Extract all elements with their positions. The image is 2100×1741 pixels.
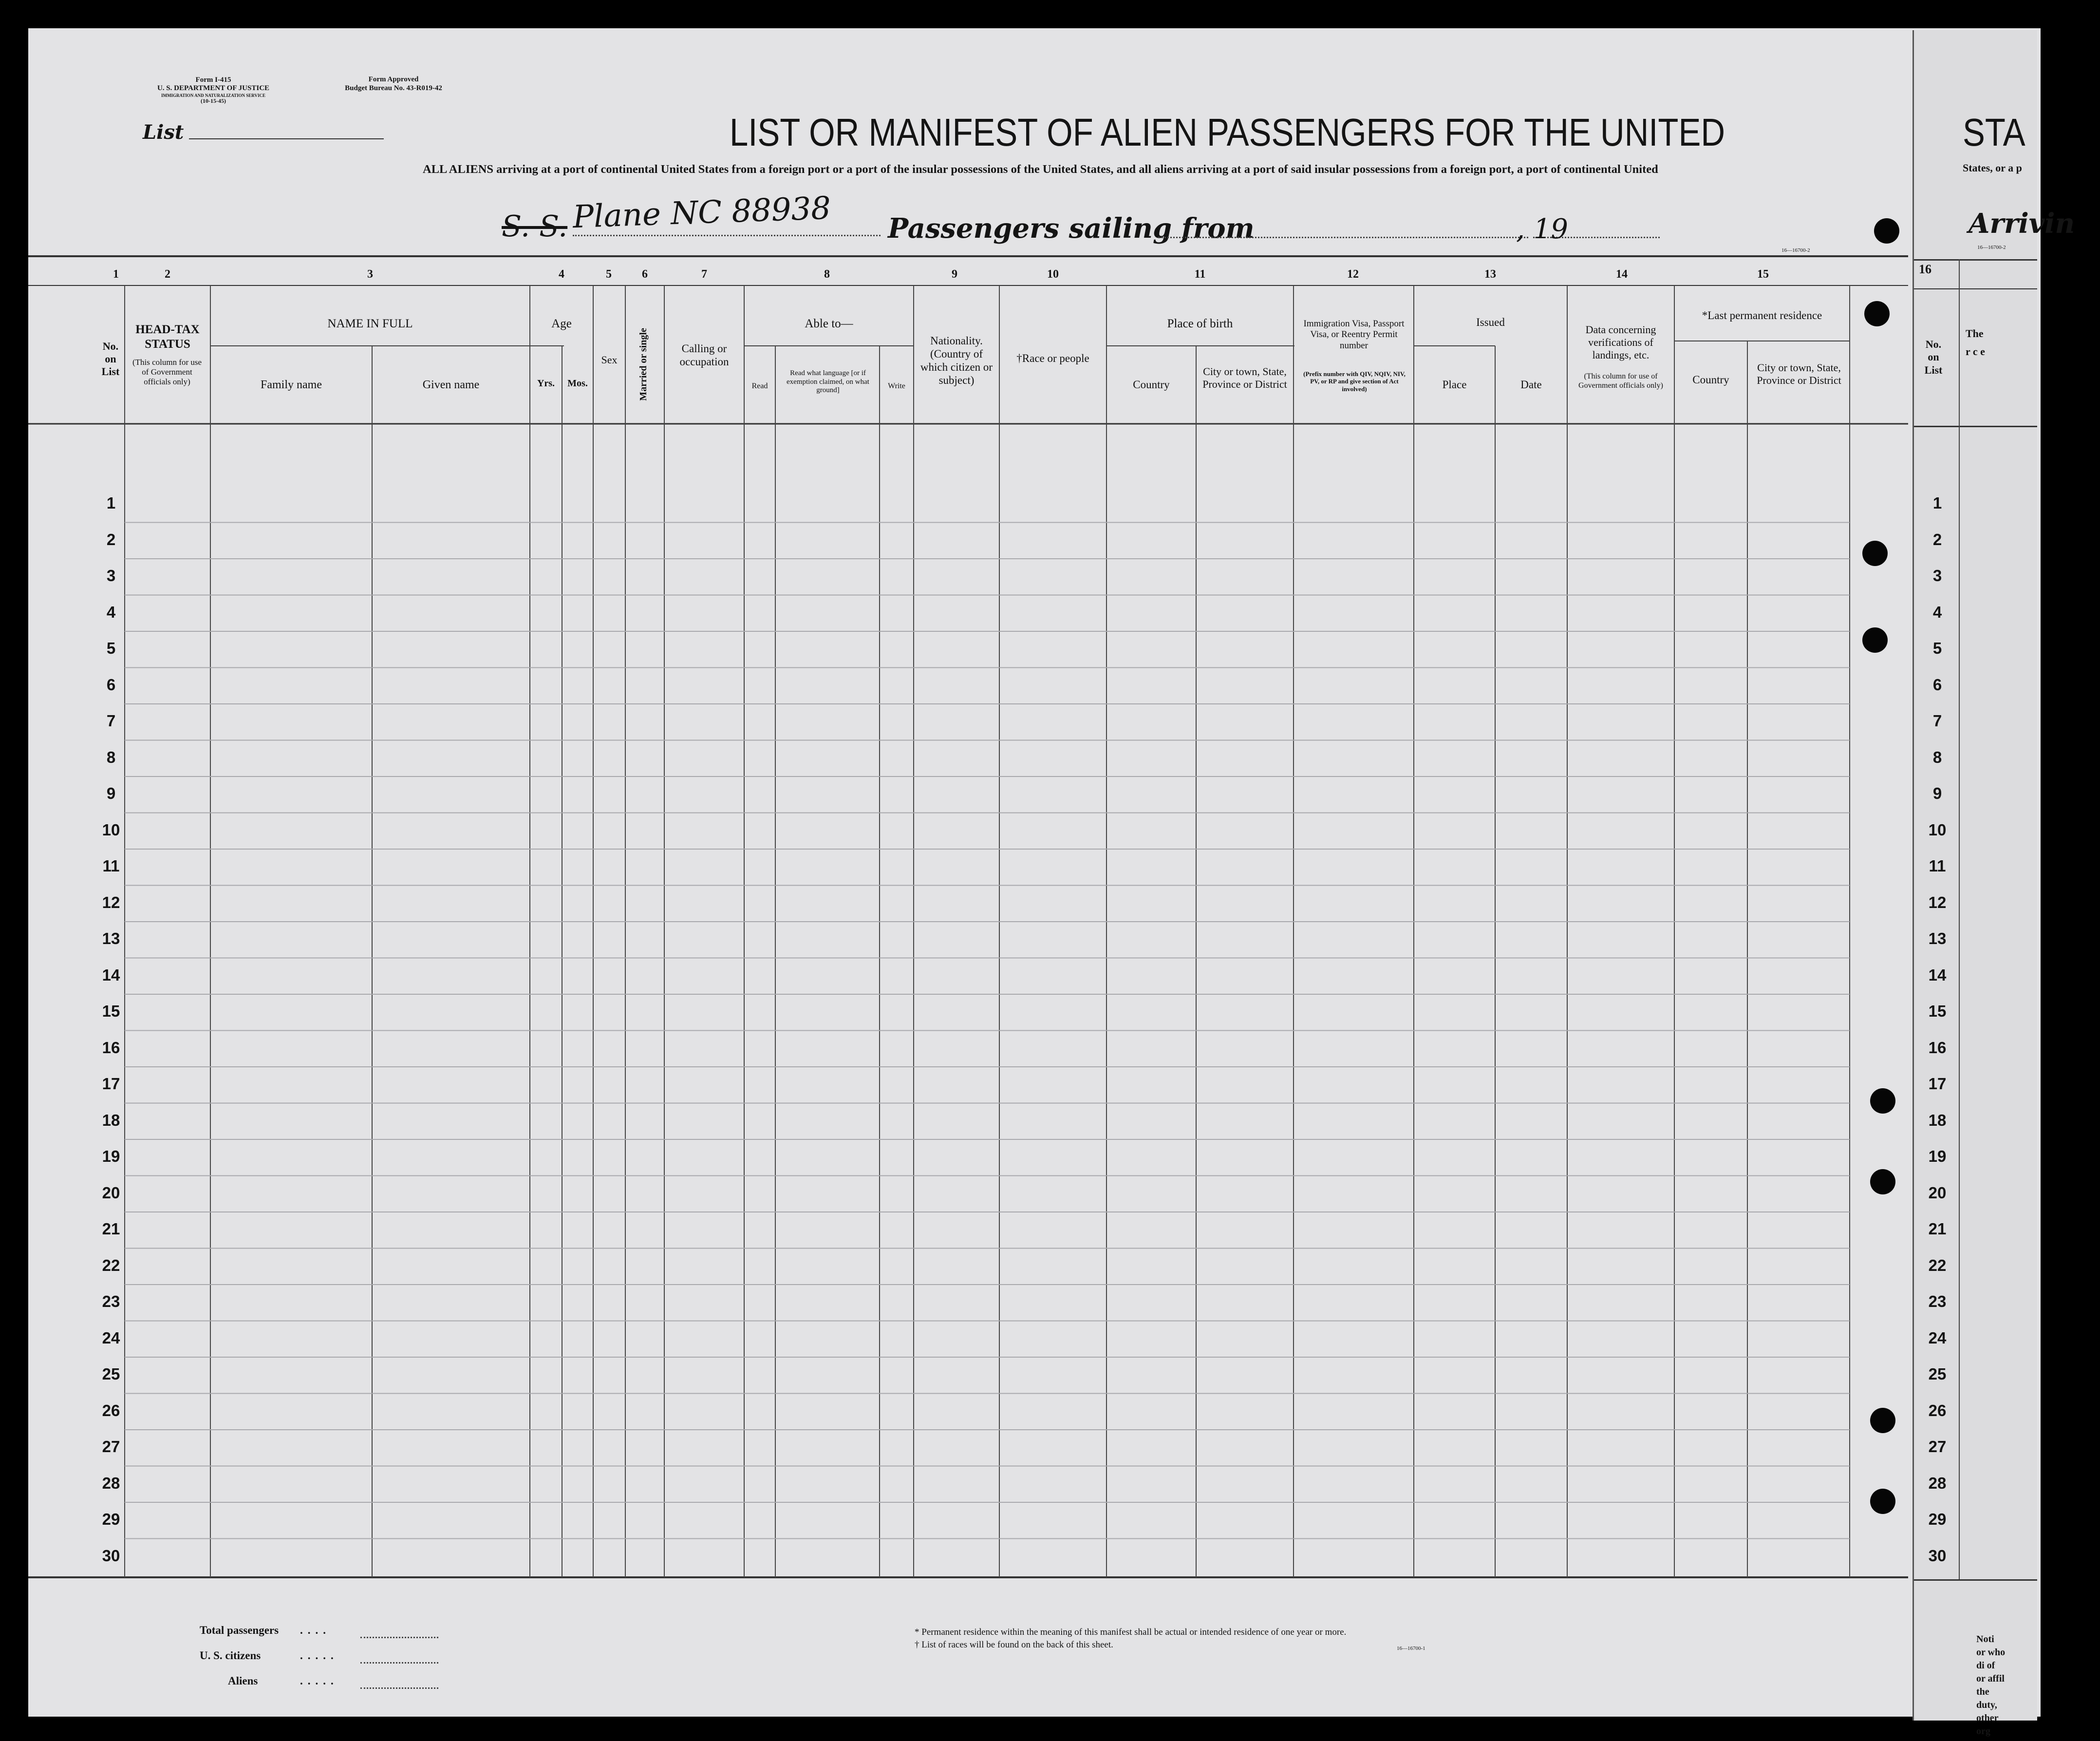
aliens-label: Aliens — [228, 1675, 258, 1687]
row-number: 25 — [102, 1365, 120, 1383]
row-number: 22 — [102, 1256, 120, 1274]
col-num-2: 2 — [165, 268, 170, 281]
total-passengers-field[interactable] — [360, 1637, 438, 1638]
city-header: City or town, State, Province or District — [1202, 365, 1287, 390]
total-dots: .... — [300, 1624, 331, 1636]
visa-header: Immigration Visa, Passport Visa, or Reentry Permit number — [1303, 319, 1405, 351]
punch-hole — [1870, 1489, 1895, 1514]
col-num-9: 9 — [952, 268, 957, 281]
right-notice: Noti or who di of or affil the duty, other org — [1976, 1634, 2006, 1737]
aliens-dots: ..... — [300, 1675, 338, 1687]
punch-hole — [1862, 541, 1888, 566]
col-num-10: 10 — [1047, 268, 1059, 281]
read-header: Read — [751, 382, 768, 390]
residence-city-header: City or town, State, Province or District — [1757, 361, 1841, 386]
row-number: 5 — [106, 639, 116, 657]
place-of-birth-header: Place of birth — [1167, 317, 1233, 330]
col-num-7: 7 — [701, 268, 707, 281]
row-number: 27 — [102, 1438, 120, 1456]
last-residence-header: *Last permanent residence — [1702, 309, 1822, 322]
col-num-6: 6 — [642, 268, 648, 281]
col-num-1: 1 — [113, 268, 119, 281]
right-col-num: 16 — [1919, 262, 1931, 276]
calling-header: Calling or occupation — [679, 342, 729, 368]
right-row-number: 7 — [1932, 712, 1942, 730]
given-name-header: Given name — [422, 378, 480, 391]
data-concerning-header: Data concerning verifications of landings, etc. — [1585, 323, 1656, 361]
row-number: 26 — [102, 1401, 120, 1419]
punch-hole — [1870, 1408, 1895, 1433]
visa-note: (Prefix number with QIV, NQIV, NIV, PV, or RP and give section of Act involved) — [1303, 370, 1406, 393]
right-rule-bottom — [1914, 1579, 2037, 1581]
right-row-number: 27 — [1928, 1438, 1947, 1456]
right-subtitle-fragment: States, or a p — [1963, 162, 2022, 174]
right-row-number: 25 — [1928, 1365, 1947, 1383]
row-number: 10 — [102, 820, 120, 839]
family-name-header: Family name — [261, 378, 322, 391]
aliens-field[interactable] — [360, 1687, 438, 1689]
row-number: 17 — [102, 1075, 120, 1093]
right-code: 16—16700-2 — [1977, 245, 2006, 250]
budget-number: Budget Bureau No. 43-R019-42 — [345, 84, 442, 92]
footnote-residence: * Permanent residence within the meaning of this manifest shall be actual or intended residence of one year or more. — [915, 1627, 1347, 1637]
row-number: 1 — [106, 494, 116, 512]
right-row-number: 22 — [1928, 1256, 1947, 1274]
manifest-grid — [28, 28, 1918, 1636]
row-number: 18 — [102, 1111, 120, 1129]
row-number: 30 — [102, 1546, 120, 1565]
right-row-number: 3 — [1932, 567, 1942, 585]
race-header: †Race or people — [1016, 352, 1089, 364]
right-row-number: 9 — [1932, 784, 1942, 802]
sailing-label: Passengers sailing from — [888, 212, 1255, 245]
mos-header: Mos. — [567, 378, 588, 389]
row-number: 21 — [102, 1220, 120, 1238]
punch-hole — [1862, 627, 1888, 653]
age-header: Age — [551, 317, 572, 330]
right-row-number: 21 — [1928, 1220, 1947, 1238]
right-row-number: 28 — [1928, 1474, 1947, 1492]
row-number: 11 — [102, 857, 120, 875]
col-num-8: 8 — [824, 268, 830, 281]
name-in-full-header: NAME IN FULL — [327, 317, 413, 330]
punch-hole — [1864, 301, 1890, 326]
row-number: 12 — [102, 893, 120, 911]
vessel-name[interactable]: Plane NC 88938 — [572, 190, 832, 236]
nationality-header: Nationality. (Country of which citizen or subject) — [920, 335, 993, 387]
punch-hole — [1870, 1169, 1895, 1194]
total-passengers-label: Total passengers — [200, 1624, 279, 1636]
form-number: Form I-415 — [195, 76, 231, 84]
head-tax-header: HEAD-TAX STATUS — [135, 323, 200, 351]
right-row-number: 2 — [1932, 530, 1942, 549]
right-row-number: 23 — [1928, 1292, 1947, 1310]
row-number: 13 — [102, 929, 120, 947]
row-number: 9 — [106, 784, 116, 802]
form-date: (10-15-45) — [201, 97, 226, 104]
row-number: 14 — [102, 965, 120, 984]
row-number: 2 — [106, 530, 116, 549]
row-number: 20 — [102, 1183, 120, 1202]
right-row-number: 15 — [1928, 1002, 1947, 1020]
us-citizens-label: U. S. citizens — [200, 1649, 261, 1662]
row-number: 4 — [106, 603, 116, 621]
row-number: 19 — [102, 1147, 120, 1165]
place-header: Place — [1442, 378, 1467, 391]
col-num-14: 14 — [1616, 268, 1628, 281]
right-row-number: 1 — [1932, 494, 1942, 512]
row-number: 3 — [106, 567, 116, 585]
col-num-15: 15 — [1757, 268, 1769, 281]
right-arriving: Arrivin — [1969, 208, 2075, 240]
right-row-number: 11 — [1929, 857, 1946, 875]
punch-hole — [1874, 218, 1899, 244]
right-row-number: 6 — [1932, 675, 1942, 694]
right-row-number: 29 — [1928, 1510, 1947, 1528]
no-on-list-header: No. on List — [101, 340, 120, 378]
right-row-number: 26 — [1928, 1401, 1947, 1419]
approval-text: Form Approved — [368, 76, 419, 83]
us-citizens-field[interactable] — [360, 1662, 438, 1664]
right-row-number: 24 — [1928, 1328, 1947, 1347]
row-number: 8 — [106, 748, 116, 766]
col-num-13: 13 — [1484, 268, 1496, 281]
row-number: 16 — [102, 1038, 120, 1057]
right-row-number: 16 — [1928, 1038, 1947, 1057]
right-row-number: 20 — [1928, 1183, 1947, 1202]
right-col-fragment: The r c e — [1966, 327, 1985, 358]
right-row-number: 10 — [1928, 820, 1947, 839]
right-row-number: 17 — [1928, 1075, 1947, 1093]
footer-code: 16—16700-1 — [1397, 1646, 1425, 1651]
list-label: List — [143, 121, 184, 144]
right-row-number: 4 — [1932, 603, 1942, 621]
right-row-number: 5 — [1932, 639, 1942, 657]
punch-hole — [1870, 1088, 1895, 1114]
right-col-line — [1959, 259, 1960, 1579]
issued-header: Issued — [1476, 316, 1505, 328]
head-tax-note: (This column for use of Government officials only) — [132, 358, 202, 387]
vessel-prefix: S. S. — [502, 209, 568, 244]
col-num-5: 5 — [606, 268, 612, 281]
right-row-number: 30 — [1928, 1546, 1947, 1565]
country-header: Country — [1133, 378, 1170, 391]
married-header: Married or single — [638, 328, 649, 401]
page-subtitle: ALL ALIENS arriving at a port of continental United States from a foreign port or a port of the insular possessions of the United States, and all aliens arriving at a port of said insular possessions from a foreign port, a port of continental United — [423, 163, 1658, 176]
able-to-header: Able to— — [805, 317, 853, 330]
data-concerning-note: (This column for use of Government officials only) — [1578, 372, 1663, 390]
date-header: Date — [1520, 378, 1542, 391]
right-row-number: 12 — [1928, 893, 1947, 911]
col-num-3: 3 — [367, 268, 373, 281]
right-row-number: 19 — [1928, 1147, 1947, 1165]
right-rule-2 — [1914, 288, 2037, 289]
row-number: 24 — [102, 1328, 120, 1347]
yrs-header: Yrs. — [537, 378, 555, 389]
right-no-on-list: No. on List — [1924, 338, 1943, 376]
footnote-races: † List of races will be found on the back of this sheet. — [915, 1640, 1113, 1650]
right-row-number: 13 — [1928, 929, 1947, 947]
print-code: 16—16700-2 — [1781, 247, 1810, 253]
row-number: 28 — [102, 1474, 120, 1492]
row-number: 23 — [102, 1292, 120, 1310]
right-row-number: 18 — [1928, 1111, 1947, 1129]
department: U. S. DEPARTMENT OF JUSTICE — [157, 84, 270, 93]
row-number: 29 — [102, 1510, 120, 1528]
year-prefix: , 19 — [1516, 213, 1568, 245]
row-number: 6 — [106, 675, 116, 694]
right-title-fragment: STA — [1963, 111, 2025, 154]
adjoining-page — [1912, 30, 2075, 1737]
col-num-4: 4 — [559, 268, 564, 281]
service: IMMIGRATION AND NATURALIZATION SERVICE — [161, 93, 265, 98]
right-row-number: 14 — [1928, 965, 1947, 984]
right-row-number: 8 — [1932, 748, 1942, 766]
col-num-11: 11 — [1194, 268, 1206, 281]
row-number: 7 — [106, 712, 116, 730]
read-what-header: Read what language [or if exemption claimed, on what ground] — [787, 369, 869, 395]
col-num-12: 12 — [1347, 268, 1359, 281]
write-header: Write — [888, 382, 905, 390]
right-rule-3 — [1914, 426, 2037, 427]
residence-country-header: Country — [1692, 374, 1729, 386]
citizens-dots: ..... — [300, 1649, 338, 1662]
row-number: 15 — [102, 1002, 120, 1020]
page-title: LIST OR MANIFEST OF ALIEN PASSENGERS FOR THE UNITED — [730, 111, 1725, 154]
right-rule-top — [1914, 259, 2037, 261]
sex-header: Sex — [601, 354, 618, 366]
manifest-sheet — [28, 28, 2041, 1717]
